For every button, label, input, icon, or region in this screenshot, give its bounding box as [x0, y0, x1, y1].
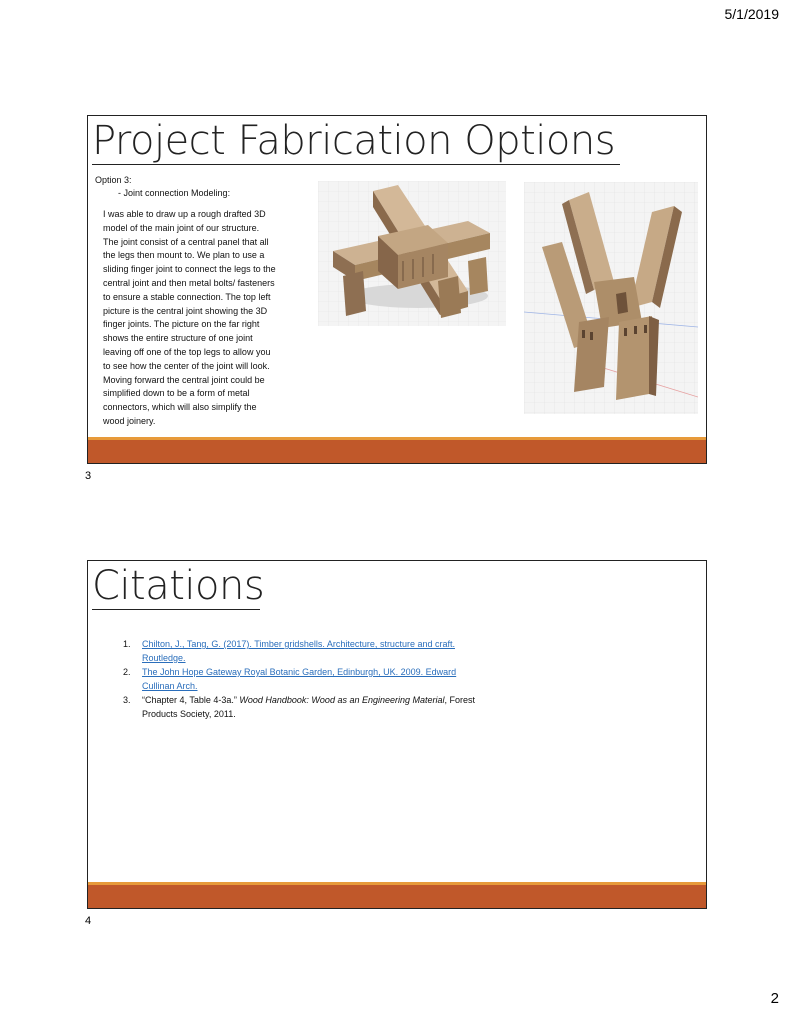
- body-line: leaving off one of the top legs to allow you: [103, 346, 271, 357]
- body-line: to ensure a stable connection. The top left: [103, 291, 271, 302]
- citation-link[interactable]: Routledge.: [142, 653, 186, 663]
- option-subtitle: - Joint connection Modeling:: [118, 188, 231, 198]
- slide-footer-band: [88, 882, 706, 908]
- body-line: the legs then mount to. We plan to use a: [103, 250, 265, 261]
- title-underline: [92, 164, 620, 165]
- citation-number: 2.: [123, 667, 131, 677]
- slide-project-fabrication: [87, 115, 707, 464]
- option-title: Option 3:: [95, 175, 132, 185]
- body-line: central joint and then metal bolts/ fasteners: [103, 277, 275, 288]
- body-paragraph: [103, 208, 317, 429]
- slide-number: 4: [85, 915, 92, 927]
- title-underline: [92, 609, 260, 610]
- body-line: shows the entire structure of one joint: [103, 333, 253, 344]
- slide-title: Citations: [92, 563, 265, 609]
- body-line: sliding finger joint to connect the legs to the: [103, 264, 276, 275]
- citation-item: [123, 637, 563, 665]
- citation-number: 1.: [123, 639, 131, 649]
- slide-footer-band: [88, 437, 706, 463]
- citation-item: [123, 693, 563, 721]
- citation-list: [123, 637, 563, 721]
- citation-item: [123, 665, 563, 693]
- citation-link[interactable]: Chilton, J., Tang, G. (2017). Timber gridshells. Architecture, structure and craft.: [142, 639, 455, 649]
- body-line: I was able to draw up a rough drafted 3D: [103, 209, 266, 219]
- citation-link[interactable]: The John Hope Gateway Royal Botanic Garden, Edinburgh, UK. 2009. Edward: [142, 667, 457, 677]
- header-date: 5/1/2019: [724, 6, 779, 22]
- citation-text: “Chapter 4, Table 4-3a.”: [142, 695, 240, 705]
- page-number: 2: [770, 990, 779, 1007]
- slide-citations: [87, 560, 707, 909]
- central-joint-render-image: [318, 181, 506, 326]
- citation-number: 3.: [123, 695, 131, 705]
- structure-render-image: [524, 182, 698, 414]
- body-line: The joint consist of a central panel that all: [103, 236, 269, 247]
- citation-link[interactable]: Cullinan Arch.: [142, 681, 198, 691]
- body-line: simplified down to be a form of metal: [103, 388, 250, 399]
- citation-text: Products Society, 2011.: [142, 709, 236, 719]
- body-line: model of the main joint of our structure.: [103, 222, 260, 233]
- slide-number: 3: [85, 470, 92, 482]
- body-line: picture is the central joint showing the 3D: [103, 305, 268, 316]
- slide-title: Project Fabrication Options: [92, 118, 616, 164]
- body-line: wood joinery.: [103, 415, 156, 426]
- citation-text: , Forest: [444, 695, 476, 705]
- body-line: to see how the center of the joint will look.: [103, 360, 270, 371]
- body-line: Moving forward the central joint could be: [103, 374, 265, 385]
- body-line: connectors, which will also simplify the: [103, 402, 257, 413]
- citation-title: Wood Handbook: Wood as an Engineering Material: [239, 695, 445, 705]
- body-line: finger joints. The picture on the far right: [103, 319, 260, 330]
